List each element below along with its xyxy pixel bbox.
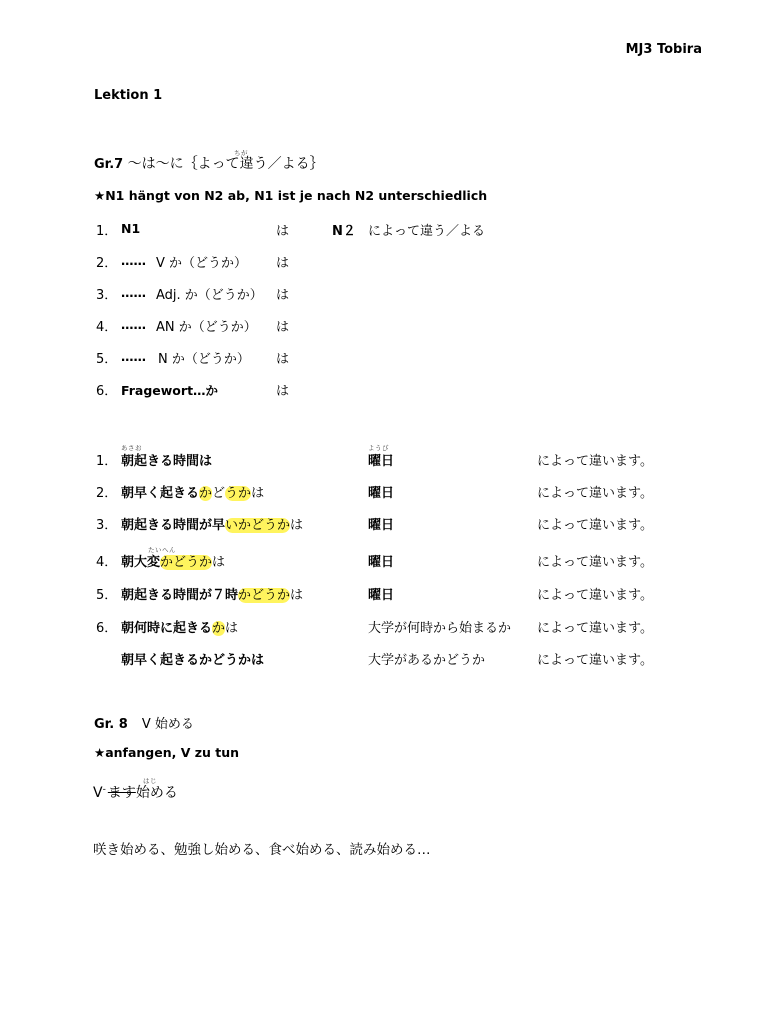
example-predicate: によって違います。 [537,621,653,636]
gr8-examples: 咲き始める、勉強し始める、食べ始める、読み始める… [93,842,431,858]
pattern-form: V か（どうか） [156,256,248,271]
formula-v: V [93,785,103,801]
example-factor: 曜日 [368,555,395,570]
example-sentence [121,584,303,603]
example-factor: 曜日 [368,588,395,603]
example-predicate: によって違います。 [537,555,653,570]
sentence-part: は [290,518,304,533]
pattern-number: 1． [96,224,118,239]
pattern-ellipsis: …… [121,253,146,268]
example-sentence: 朝起きる時間は [121,454,213,469]
pattern-wa: は [276,288,290,303]
pattern-ellipsis: …… [121,349,146,364]
example-number: 4． [96,555,118,570]
example-sentence: 朝早く起きるかどうかは [121,653,265,668]
example-sentence [121,482,264,501]
gr7-meaning: ★N1 hängt von N2 ab, N1 ist je nach N2 unterschiedlich [94,188,488,203]
pattern-ellipsis: …… [121,285,146,300]
pattern-wa: は [276,320,290,335]
example-factor: 曜日 [368,454,395,469]
example-number: 2． [96,486,118,501]
highlight-ka: か [212,621,226,636]
pattern-number: 5． [96,352,118,367]
sentence-part: は [212,555,226,570]
formula-dash: - [102,784,106,795]
pattern-n1: N1 [121,221,141,236]
example-number: 1． [96,454,118,469]
pattern-number: 2． [96,256,118,271]
example-sentence [121,617,238,636]
example-predicate: によって違います。 [537,454,653,469]
highlight-kadouka: かどうか [160,555,213,570]
example-factor: 曜日 [368,486,395,501]
furigana: たいへん [148,546,176,554]
gr7-furigana: ちが [234,149,248,157]
example-number: 3． [96,518,118,533]
course-header: MJ3 Tobira [625,42,702,57]
sentence-part: 朝起きる時間が７時 [121,588,239,603]
example-predicate: によって違います。 [537,518,653,533]
gr7-label: Gr.7 [94,157,124,172]
gr8-meaning: ★anfangen, V zu tun [94,745,240,760]
highlight-ka: か [199,486,213,501]
gr8-heading [94,713,194,732]
highlight-kadouka: かどうか [238,588,291,603]
example-predicate: によって違います。 [537,653,653,668]
gr8-formula [93,782,178,802]
formula-tail: 始める [135,785,178,801]
furigana: ようび [368,444,389,452]
example-predicate: によって違います。 [537,588,653,603]
highlight-kadouka: いかどうか [225,518,291,533]
formula-masu-struck: ます [107,785,136,801]
pattern-form: N か（どうか） [158,352,250,367]
example-number: 6． [96,621,118,636]
lesson-title: Lektion 1 [94,88,163,103]
sentence-part: は [225,621,239,636]
highlight-uka: うか [225,486,252,501]
pattern-tail: によって違う／よる [368,224,486,239]
pattern-n2: N２ [332,224,356,239]
gr7-heading [94,153,324,173]
gr7-title: 〜は〜に｛よって違う／よる｝ [127,156,324,172]
sentence-part: は [251,486,265,501]
sentence-part: 朝大変 [121,555,161,570]
example-factor: 曜日 [368,518,395,533]
example-sentence [121,551,225,570]
sentence-part: 朝起きる時間が早 [121,518,226,533]
pattern-wa: は [276,352,290,367]
pattern-form: AN か（どうか） [156,320,257,335]
pattern-wa: は [276,224,290,239]
example-sentence [121,514,303,533]
gr8-title: V 始める [141,717,194,732]
pattern-wa: は [276,256,290,271]
sentence-part: ど [212,486,226,501]
sentence-part: は [290,588,304,603]
sentence-part: 朝何時に起きる [121,621,213,636]
gr8-label: Gr. 8 [94,717,128,732]
gr8-furigana: はじ [143,777,157,785]
pattern-question: Fragewort…か [121,383,219,398]
pattern-form: Adj. か（どうか） [156,288,263,303]
pattern-ellipsis: …… [121,317,146,332]
pattern-number: 3． [96,288,118,303]
furigana: あさお [121,444,142,452]
example-factor: 大学があるかどうか [368,653,486,668]
example-predicate: によって違います。 [537,486,653,501]
pattern-wa: は [276,384,290,399]
sentence-part: 朝早く起きる [121,486,200,501]
example-factor: 大学が何時から始まるか [368,621,512,636]
pattern-number: 6． [96,384,118,399]
pattern-number: 4． [96,320,118,335]
example-number: 5． [96,588,118,603]
